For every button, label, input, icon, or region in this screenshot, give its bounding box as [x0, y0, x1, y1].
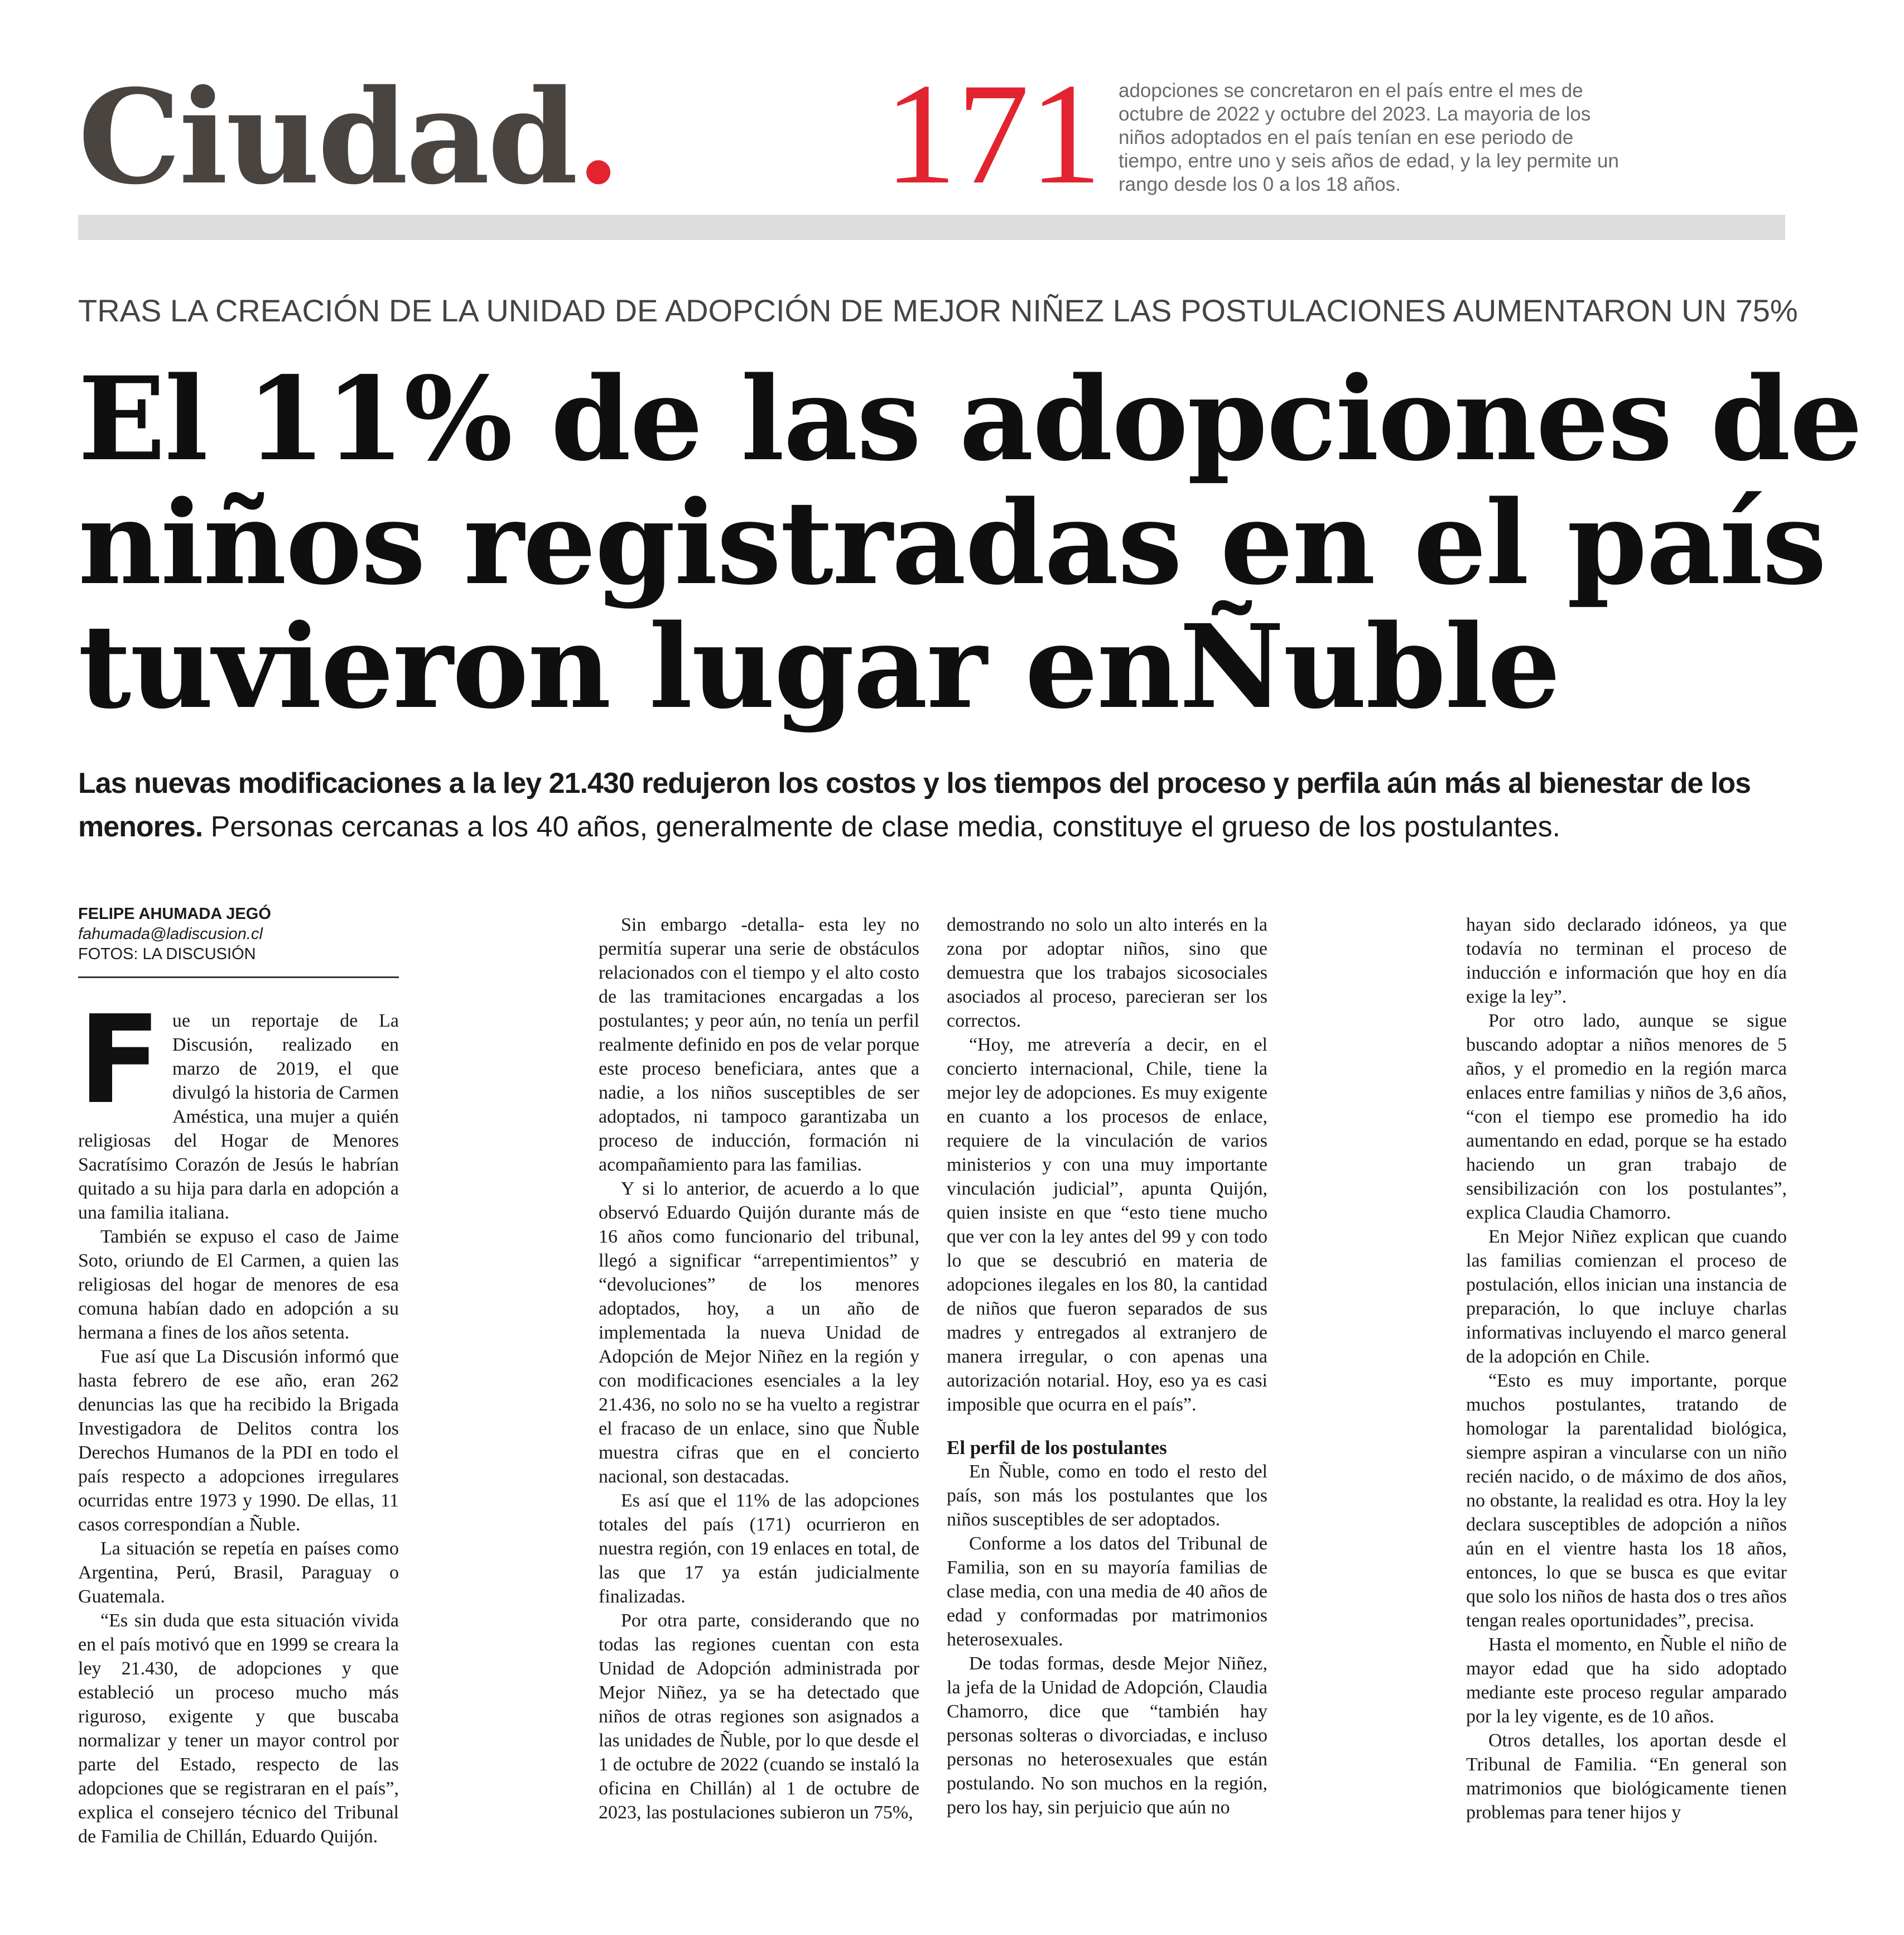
- paragraph: En Mejor Niñez explican que cuando las familias comienzan el proceso de postulación, ellos inician una instancia de preparación, lo que incluye charlas informativas incluyendo el marco general de la adopción en Chile.: [1466, 1226, 1787, 1367]
- paragraph: demostrando no solo un alto interés en la zona por adoptar niños, sino que demuestra que los trabajos sicosociales asociados al proceso, parecieran ser los correctos.: [947, 914, 1267, 1031]
- paragraph: “Es sin duda que esta situación vivida en el país motivó que en 1999 se creara la ley 21.430, de adopciones y que estableció un proceso mucho más riguroso, exigente y que buscaba normalizar y tener un mayor control por parte del Estado, respecto de las adopciones que se registraran en el país”, explica el consejero técnico del Tribunal de Familia de Chillán, Eduardo Quijón.: [78, 1610, 399, 1847]
- paragraph: La situación se repetía en países como Argentina, Perú, Brasil, Paraguay o Guatemala.: [78, 1538, 399, 1607]
- stat-number: 171: [884, 54, 1102, 214]
- paragraph: “Hoy, me atrevería a decir, en el concierto internacional, Chile, tiene la mejor ley de adopciones. Es muy exigente en cuanto a los procesos de enlace, requiere de la vinculación de varios ministerios y con una muy importante vinculación judicial”, apunta Quijón, quien insiste en que “esto tiene mucho que ver con la ley antes del 99 y con todo lo que se descubrió en materia de adopciones ilegales en los 80, la cantidad de niños que fueron separados de sus madres y entregados al extranjero de manera irregular, o con apenas una autorización notarial. Hoy, eso ya es casi imposible que ocurra en el país”.: [947, 1034, 1267, 1415]
- paragraph: Y si lo anterior, de acuerdo a lo que observó Eduardo Quijón durante más de 16 años como funcionario del tribunal, llegó a significar “arrepentimientos” y “devoluciones” de los menores adoptados, hoy, a un año de implementada la nueva Unidad de Adopción de Mejor Niñez en la región y con modificaciones esenciales a la ley 21.436, no solo no se ha vuelto a registrar el fracaso de un enlace, sino que Ñuble muestra cifras que en el concierto nacional, son destacadas.: [599, 1178, 919, 1487]
- header-divider-bar: [78, 215, 1785, 240]
- paragraph: En Ñuble, como en todo el resto del país, son más los postulantes que los niños susceptibles de ser adoptados.: [947, 1461, 1267, 1530]
- paragraph: Conforme a los datos del Tribunal de Familia, son en su mayoría familias de clase media, con una media de 40 años de edad y conformadas por matrimonios heterosexuales.: [947, 1533, 1267, 1650]
- subheading: El perfil de los postulantes: [947, 1437, 1167, 1459]
- paragraph: Por otro lado, aunque se sigue buscando adoptar a niños menores de 5 años, y el promedio en la región marca enlaces entre familias y niños de 3,6 años, “con el tiempo ese promedio ha ido aumentando en edad, porque se ha estado haciendo un gran trabajo de sensibilización con los postulantes”, explica Claudia Chamorro.: [1466, 1010, 1787, 1223]
- article-column-2: [599, 913, 919, 1825]
- article-column-1: [78, 990, 399, 1849]
- byline-author: FELIPE AHUMADA JEGÓ: [78, 905, 271, 923]
- paragraph: Hasta el momento, en Ñuble el niño de mayor edad que ha sido adoptado mediante este proceso regular amparado por la ley vigente, es de 10 años.: [1466, 1634, 1787, 1727]
- article-column-4: [1466, 913, 1787, 1825]
- byline-email[interactable]: fahumada@ladiscusion.cl: [78, 925, 263, 943]
- paragraph: Es así que el 11% de las adopciones totales del país (171) ocurrieron en nuestra región, con 19 enlaces en total, de las que 17 ya están judicialmente finalizadas.: [599, 1490, 919, 1607]
- section-title-dot: .: [576, 61, 619, 213]
- byline: [78, 904, 399, 978]
- headline: El 11% de las adopciones de niños registradas en el país tuvieron lugar enÑuble: [78, 352, 1862, 734]
- kicker: TRAS LA CREACIÓN DE LA UNIDAD DE ADOPCIÓN DE MEJOR NIÑEZ LAS POSTULACIONES AUMENTARON UN 75%: [78, 293, 1798, 328]
- stat-note: adopciones se concretaron en el país entre el mes de octubre de 2022 y octubre del 2023. La mayoria de los niños adoptados en el país tenían en ese periodo de tiempo, entre uno y seis años de edad, y la ley permite un rango desde los 0 a los 18 años.: [1119, 80, 1619, 195]
- byline-photos: FOTOS: LA DISCUSIÓN: [78, 945, 256, 963]
- paragraph: De todas formas, desde Mejor Niñez, la jefa de la Unidad de Adopción, Claudia Chamorro, dice que “también hay personas solteras o divorciadas, e incluso personas no heterosexuales que están postulando. No son muchos en la región, pero los hay, sin perjuicio que aún no: [947, 1653, 1267, 1818]
- paragraph: Otros detalles, los aportan desde el Tribunal de Familia. “En general son matrimonios que biológicamente tienen problemas para tener hijos y: [1466, 1730, 1787, 1823]
- paragraph: Fue así que La Discusión informó que hasta febrero de ese año, eran 262 denuncias las que ha recibido la Brigada Investigadora de Delitos contra los Derechos Humanos de la PDI en todo el país respecto a adopciones irregulares ocurridas entre 1973 y 1990. De ellas, 11 casos correspondían a Ñuble.: [78, 1346, 399, 1535]
- paragraph: hayan sido declarado idóneos, ya que todavía no terminan el proceso de inducción e información que hoy en día exige la ley”.: [1466, 914, 1787, 1007]
- paragraph: Sin embargo -detalla- esta ley no permitía superar una serie de obstáculos relacionados con el tiempo y el alto costo de las tramitaciones encargadas a los postulantes; y peor aún, no tenía un perfil realmente definido en pos de velar porque este proceso beneficiara, antes que a nadie, a los niños susceptibles de ser adoptados, ni tampoco garantizaba un proceso de inducción, formación ni acompañamiento para las familias.: [599, 914, 919, 1175]
- paragraph: “Esto es muy importante, porque muchos postulantes, tratando de homologar la parentalidad biológica, siempre aspiran a vincularse con un niño recién nacido, o de máximo de dos años, no obstante, la realidad es otra. Hoy la ley declara susceptibles de adopción a niños aún en el vientre hasta los 18 años, entonces, lo que se busca es que evitar que solo los niños de hasta dos o tres años tengan reales oportunidades”, precisa.: [1466, 1370, 1787, 1631]
- deck: [78, 762, 1796, 849]
- paragraph: También se expuso el caso de Jaime Soto, oriundo de El Carmen, a quien las religiosas del hogar de menores de esa comuna habían dado en adopción a su hermana a fines de los años setenta.: [78, 1226, 399, 1343]
- deck-bold: Las nuevas modificaciones a la ley 21.430 redujeron los costos y los tiempos del proceso y perfila aún más al bienestar de los menores.: [78, 767, 1751, 843]
- deck-regular: Personas cercanas a los 40 años, generalmente de clase media, constituye el grueso de los postulantes.: [210, 811, 1561, 843]
- section-title: Ciudad.: [78, 61, 619, 213]
- paragraph: ue un reportaje de La Discusión, realizado en marzo de 2019, el que divulgó la historia de Carmen Améstica, una mujer a quién religiosas del Hogar de Menores Sacratísimo Corazón de Jesús le habrían quitado a su hija para darla en adopción a una familia italiana.: [78, 1010, 399, 1223]
- article-column-3: [947, 913, 1267, 1820]
- paragraph: Por otra parte, considerando que no todas las regiones cuentan con esta Unidad de Adopción administrada por Mejor Niñez, ya se ha detectado que niños de otras regiones son asignados a las unidades de Ñuble, por lo que desde el 1 de octubre de 2022 (cuando se instaló la oficina en Chillán) al 1 de octubre de 2023, las postulaciones subieron un 75%,: [599, 1610, 919, 1823]
- drop-cap: F: [78, 990, 161, 1131]
